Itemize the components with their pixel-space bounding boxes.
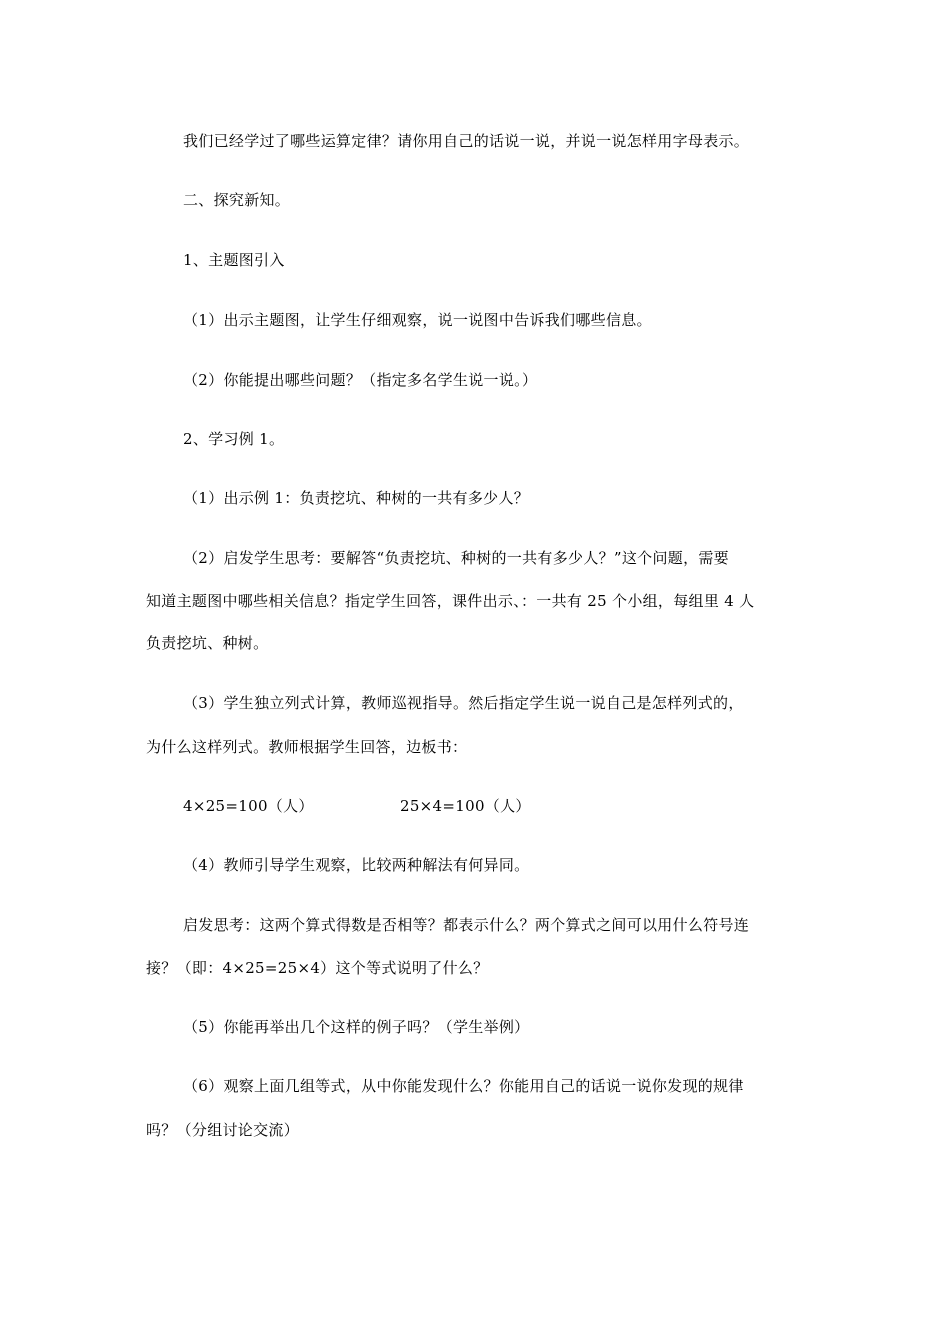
step-2-3-line-2: 为什么这样列式。教师根据学生回答，边板书： (146, 738, 468, 756)
step-2-2-line-1: （2）启发学生思考：要解答“负责挖坑、种树的一共有多少人？”这个问题，需要 (183, 549, 729, 567)
step-2-6-line-1: （6）观察上面几组等式，从中你能发现什么？你能用自己的话说一说你发现的规律 (183, 1077, 744, 1095)
equation-25x4: 25×4=100（人） (400, 797, 531, 815)
step-2-2-line-3: 负责挖坑、种树。 (146, 634, 269, 652)
step-2-1: （1）出示例 1：负责挖坑、种树的一共有多少人？ (183, 489, 530, 507)
review-question: 我们已经学过了哪些运算定律？请你用自己的话说一说，并说一说怎样用字母表示。 (183, 132, 750, 150)
step-2-4: （4）教师引导学生观察，比较两种解法有何异同。 (183, 856, 530, 874)
section-heading-explore: 二、探究新知。 (183, 191, 291, 209)
prompt-line-2: 接？（即：4×25=25×4）这个等式说明了什么？ (146, 959, 489, 977)
step-1-1: （1）出示主题图，让学生仔细观察，说一说图中告诉我们哪些信息。 (183, 311, 652, 329)
equation-4x25: 4×25=100（人） (183, 797, 314, 815)
subsection-theme-intro: 1、主题图引入 (183, 251, 285, 269)
step-2-6-line-2: 吗？（分组讨论交流） (146, 1121, 300, 1139)
step-1-2: （2）你能提出哪些问题？（指定多名学生说一说。） (183, 371, 538, 389)
step-2-2-line-2: 知道主题图中哪些相关信息？指定学生回答，课件出示、：一共有 25 个小组，每组里 4 人 (146, 592, 755, 610)
prompt-line-1: 启发思考：这两个算式得数是否相等？都表示什么？两个算式之间可以用什么符号连 (183, 916, 750, 934)
step-2-5: （5）你能再举出几个这样的例子吗？（学生举例） (183, 1018, 530, 1036)
subsection-example-1: 2、学习例 1。 (183, 430, 285, 448)
step-2-3-line-1: （3）学生独立列式计算，教师巡视指导。然后指定学生说一说自己是怎样列式的， (183, 694, 744, 712)
